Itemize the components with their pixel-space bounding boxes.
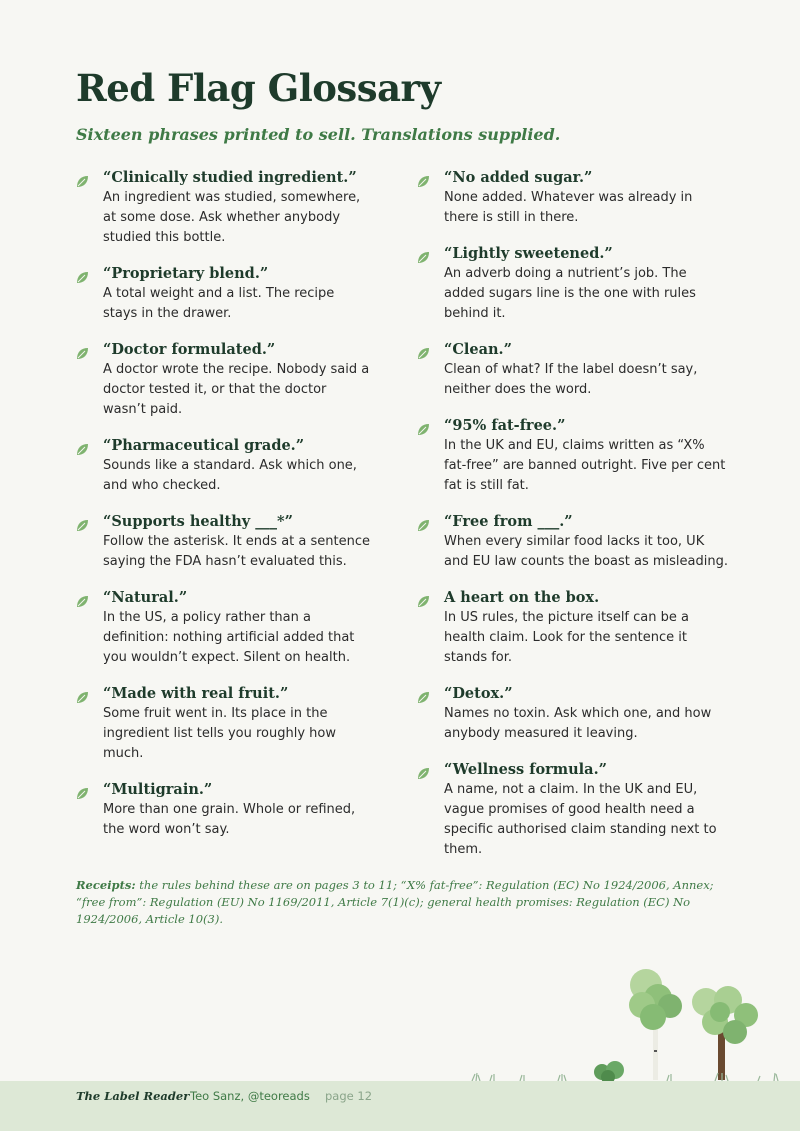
glossary-definition: Some fruit went in. Its place in the ingredient list tells you roughly how much.	[103, 706, 336, 761]
glossary-term: “Multigrain.”	[103, 781, 213, 798]
receipts-note	[76, 877, 726, 928]
glossary-entry	[76, 436, 372, 496]
glossary-term: “No added sugar.”	[444, 169, 593, 186]
glossary-entry	[76, 168, 372, 248]
leaf-icon	[417, 519, 430, 532]
glossary-entry	[417, 340, 729, 400]
glossary-term: “Clean.”	[444, 341, 512, 358]
leaf-icon	[76, 691, 89, 704]
glossary-term: “Natural.”	[103, 589, 188, 606]
leaf-icon	[76, 595, 89, 608]
glossary-entry	[76, 264, 372, 324]
glossary-entry	[76, 684, 372, 764]
glossary-term: “95% fat-free.”	[444, 417, 566, 434]
receipts-label: Receipts:	[76, 878, 136, 892]
leaf-icon	[417, 595, 430, 608]
glossary-entry	[417, 168, 729, 228]
glossary-entry	[76, 512, 372, 572]
leaf-icon	[417, 251, 430, 264]
glossary-definition: None added. Whatever was already in there is still in there.	[444, 190, 693, 225]
glossary-definition: In US rules, the picture itself can be a health claim. Look for the sentence it stands for.	[444, 610, 689, 665]
glossary-entry	[417, 416, 729, 496]
glossary-term: “Clinically studied ingredient.”	[103, 169, 357, 186]
glossary-definition: An adverb doing a nutrient’s job. The added sugars line is the one with rules behind it.	[444, 266, 696, 321]
glossary-term: “Supports healthy ___*”	[103, 513, 293, 530]
glossary-definition: Clean of what? If the label doesn’t say, neither does the word.	[444, 362, 698, 397]
glossary-right-column	[417, 168, 729, 860]
glossary-entry	[417, 512, 729, 572]
leaf-icon	[76, 443, 89, 456]
leaf-icon	[417, 767, 430, 780]
footer-page-number: page 12	[325, 1089, 373, 1103]
glossary-term: “Free from ___.”	[444, 513, 573, 530]
glossary-definition: In the UK and EU, claims written as “X% fat-free” are banned outright. Five per cent fat is still fat.	[444, 438, 726, 493]
glossary-definition: Follow the asterisk. It ends at a sentence saying the FDA hasn’t evaluated this.	[103, 534, 370, 569]
glossary-entry	[417, 684, 729, 744]
glossary-term: “Wellness formula.”	[444, 761, 607, 778]
glossary-term: “Detox.”	[444, 685, 513, 702]
leaf-icon	[76, 347, 89, 360]
glossary-left-column	[76, 168, 372, 840]
glossary-definition: A name, not a claim. In the UK and EU, vague promises of good health need a specific authorised claim standing next to them.	[444, 782, 717, 857]
glossary-definition: When every similar food lacks it too, UK and EU law counts the boast as misleading.	[444, 534, 729, 569]
receipts-text: the rules behind these are on pages 3 to 11; “X% fat-free”: Regulation (EC) No 1924/2006, Annex; “free from”: Regulation (EU) No 1169/2011, Article 7(1)(c); general health promises: Regulation (EC) No 1924/2006, Article 10(3).	[76, 878, 714, 926]
leaf-icon	[76, 519, 89, 532]
glossary-entry	[76, 780, 372, 840]
glossary-definition: In the US, a policy rather than a definition: nothing artificial added that you wouldn’t expect. Silent on health.	[103, 610, 355, 665]
glossary-term: “Pharmaceutical grade.”	[103, 437, 305, 454]
leaf-icon	[417, 691, 430, 704]
trees-illustration	[460, 960, 780, 1089]
glossary-definition: A doctor wrote the recipe. Nobody said a doctor tested it, or that the doctor wasn’t paid.	[103, 362, 370, 417]
glossary-entry	[76, 340, 372, 420]
leaf-icon	[76, 175, 89, 188]
glossary-entry	[417, 760, 729, 860]
leaf-icon	[417, 175, 430, 188]
glossary-term: “Proprietary blend.”	[103, 265, 269, 282]
glossary-entry	[417, 244, 729, 324]
leaf-icon	[417, 347, 430, 360]
glossary-definition: Names no toxin. Ask which one, and how anybody measured it leaving.	[444, 706, 712, 741]
glossary-definition: More than one grain. Whole or refined, the word won’t say.	[103, 802, 356, 837]
footer-publication: The Label Reader	[76, 1089, 190, 1103]
glossary-term: “Lightly sweetened.”	[444, 245, 613, 262]
glossary-term: “Doctor formulated.”	[103, 341, 276, 358]
leaf-icon	[417, 423, 430, 436]
glossary-term: A heart on the box.	[444, 589, 600, 606]
glossary-term: “Made with real fruit.”	[103, 685, 289, 702]
glossary-definition: An ingredient was studied, somewhere, at some dose. Ask whether anybody studied this bottle.	[103, 190, 361, 245]
leaf-icon	[76, 787, 89, 800]
glossary-definition: Sounds like a standard. Ask which one, and who checked.	[103, 458, 357, 493]
glossary-entry	[76, 588, 372, 668]
footer-author: Teo Sanz, @teoreads	[190, 1089, 310, 1103]
page-subtitle: Sixteen phrases printed to sell. Translations supplied.	[76, 125, 561, 144]
page-title: Red Flag Glossary	[76, 66, 441, 110]
glossary-definition: A total weight and a list. The recipe stays in the drawer.	[103, 286, 335, 321]
leaf-icon	[76, 271, 89, 284]
glossary-entry	[417, 588, 729, 668]
